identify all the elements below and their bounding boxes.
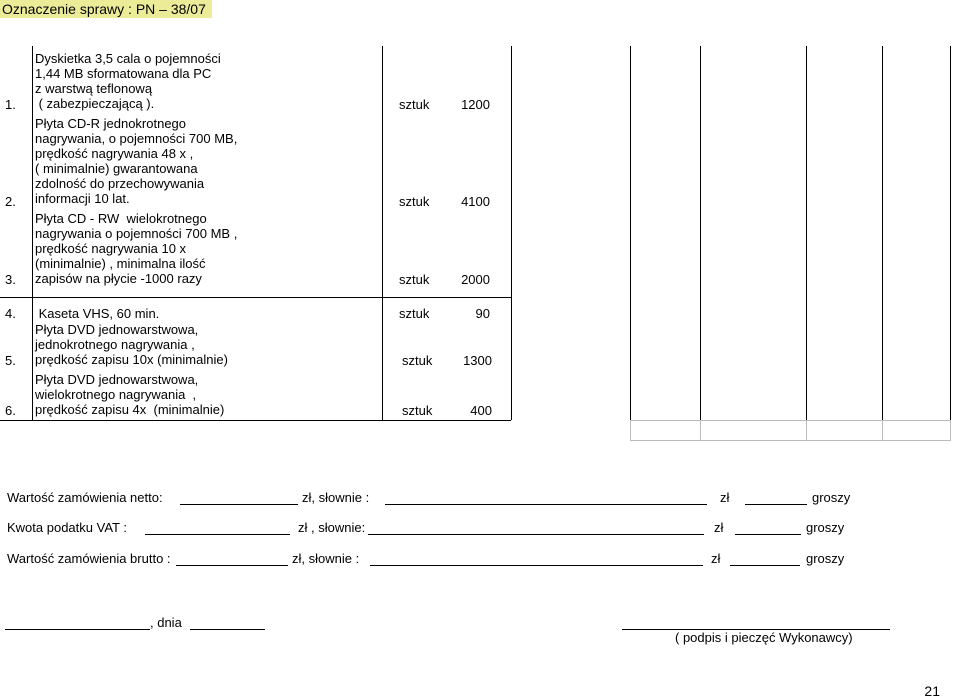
date-blank (190, 629, 265, 630)
table-line (882, 46, 883, 420)
vat-value-label: Kwota podatku VAT : (7, 520, 127, 535)
item-description: Płyta DVD jednowarstwowa, jednokrotnego nagrywania , prędkość zapisu 10x (minimalnie) (35, 322, 228, 367)
table-line (0, 297, 511, 298)
brutto-amount-blank (176, 565, 288, 566)
table-line (950, 420, 951, 441)
table-line (882, 420, 883, 441)
date-label: , dnia (150, 615, 182, 630)
table-line (32, 46, 33, 420)
item-unit: sztuk (399, 194, 430, 209)
netto-value-label: Wartość zamówienia netto: (7, 490, 163, 505)
table-line (806, 420, 807, 441)
table-line (700, 46, 701, 420)
item-unit: sztuk (399, 306, 430, 321)
netto-zl-label: zł (720, 490, 730, 505)
netto-words-label: zł, słownie : (302, 490, 370, 505)
item-number: 6. (5, 403, 16, 418)
item-quantity: 400 (470, 403, 492, 418)
item-number: 1. (5, 97, 16, 112)
item-description: Dyskietka 3,5 cala o pojemności 1,44 MB sformatowana dla PC z warstwą teflonową ( zabezpieczającą ). (35, 51, 221, 111)
brutto-words-label: zł, słownie : (292, 551, 360, 566)
table-line (630, 420, 950, 421)
brutto-words-blank (370, 565, 703, 566)
item-quantity: 1300 (463, 353, 492, 368)
item-description: Płyta CD - RW wielokrotnego nagrywania o pojemności 700 MB , prędkość nagrywania 10 x (minimalnie) , minimalna ilość zapisów na płycie -1000 razy (35, 211, 238, 286)
brutto-value-label: Wartość zamówienia brutto : (7, 551, 171, 566)
brutto-zl-label: zł (711, 551, 721, 566)
vat-zl-blank (735, 534, 801, 535)
netto-groszy-label: groszy (812, 490, 851, 505)
table-line (630, 440, 950, 441)
item-number: 2. (5, 194, 16, 209)
item-unit: sztuk (402, 403, 433, 418)
vat-words-blank (368, 534, 704, 535)
vat-zl-label: zł (714, 520, 724, 535)
item-quantity: 90 (475, 306, 490, 321)
vat-groszy-label: groszy (806, 520, 845, 535)
table-line (382, 46, 383, 420)
table-line (511, 46, 512, 420)
item-unit: sztuk (399, 272, 430, 287)
netto-zl-blank (745, 504, 807, 505)
item-description: Kaseta VHS, 60 min. (35, 306, 160, 321)
brutto-zl-blank (730, 565, 800, 566)
place-blank (5, 629, 150, 630)
page-number: 21 (924, 683, 940, 699)
item-quantity: 1200 (461, 97, 490, 112)
item-number: 5. (5, 353, 16, 368)
brutto-groszy-label: groszy (806, 551, 845, 566)
netto-words-blank (385, 504, 707, 505)
item-unit: sztuk (402, 353, 433, 368)
signature-caption: ( podpis i pieczęć Wykonawcy) (675, 630, 853, 645)
item-quantity: 2000 (461, 272, 490, 287)
netto-amount-blank (180, 504, 298, 505)
vat-amount-blank (145, 534, 290, 535)
item-unit: sztuk (399, 97, 430, 112)
table-line (630, 46, 631, 420)
item-description: Płyta DVD jednowarstwowa, wielokrotnego nagrywania , prędkość zapisu 4x (minimalnie) (35, 372, 225, 417)
item-quantity: 4100 (461, 194, 490, 209)
table-line (630, 420, 631, 441)
item-number: 4. (5, 306, 16, 321)
table-line (700, 420, 701, 441)
item-number: 3. (5, 272, 16, 287)
table-line (950, 46, 951, 420)
vat-words-label: zł , słownie: (298, 520, 366, 535)
table-line (806, 46, 807, 420)
item-description: Płyta CD-R jednokrotnego nagrywania, o pojemności 700 MB, prędkość nagrywania 48 x , ( minimalnie) gwarantowana zdolność do przechowywania informacji 10 lat. (35, 116, 238, 206)
case-reference: Oznaczenie sprawy : PN – 38/07 (0, 0, 212, 18)
table-line (0, 420, 511, 421)
